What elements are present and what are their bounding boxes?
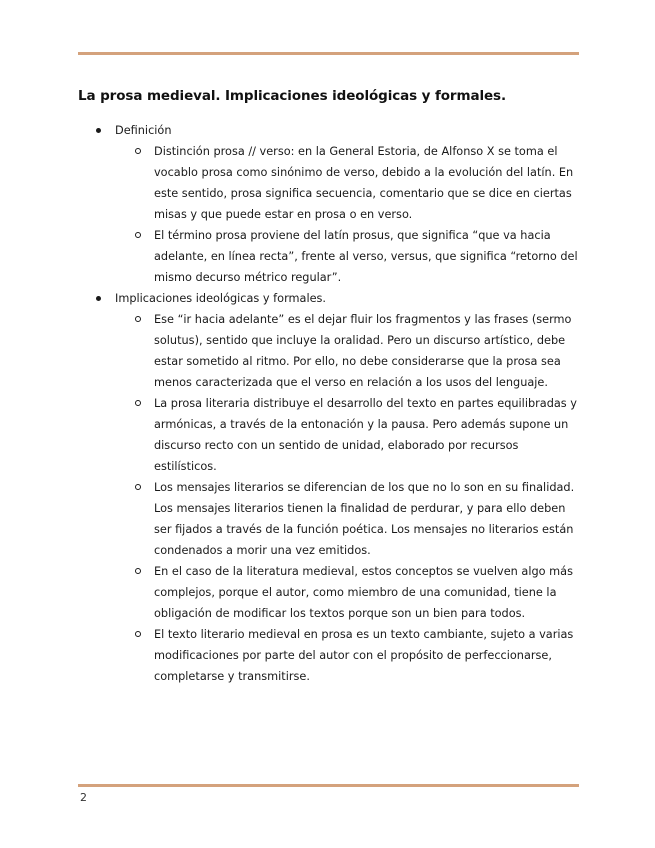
page-number: 2 (80, 791, 87, 804)
section-label: Definición (115, 124, 172, 137)
sublist-implicaciones (115, 309, 579, 687)
filled-bullet-icon (96, 296, 101, 301)
sublist-definicion (115, 141, 579, 288)
list-item-implicaciones (78, 288, 579, 687)
hollow-bullet-icon (135, 484, 141, 490)
hollow-bullet-icon (135, 148, 141, 154)
list-item-text: En el caso de la literatura medieval, estos conceptos se vuelven algo más complejos, porque el autor, como miembro de una comunidad, tiene la obligación de modificar los textos porque son un bien para todos. (154, 565, 573, 620)
list-item-text: El término prosa proviene del latín prosus, que significa “que va hacia adelante, en línea recta”, frente al verso, versus, que significa “retorno del mismo decurso métrico regular”. (154, 229, 578, 284)
list-item (78, 561, 579, 624)
list-item-text: La prosa literaria distribuye el desarrollo del texto en partes equilibradas y armónicas, a través de la entonación y la pausa. Pero además supone un discurso recto con un sentido de unidad, elaborado por recursos estilísticos. (154, 397, 577, 473)
hollow-bullet-icon (135, 400, 141, 406)
list-item (78, 309, 579, 393)
hollow-bullet-icon (135, 631, 141, 637)
section-label: Implicaciones ideológicas y formales. (115, 292, 327, 305)
hollow-bullet-icon (135, 316, 141, 322)
list-item-text: El texto literario medieval en prosa es un texto cambiante, sujeto a varias modificaciones por parte del autor con el propósito de perfeccionarse, completarse y transmitirse. (154, 628, 574, 683)
list-item (78, 393, 579, 477)
list-item-text: Ese “ir hacia adelante” es el dejar fluir los fragmentos y las frases (sermo solutus), sentido que incluye la oralidad. Pero un discurso artístico, debe estar sometido al ritmo. Por ello, no debe considerarse que la prosa sea menos caracterizada que el verso en relación a los usos del lenguaje. (154, 313, 572, 389)
hollow-bullet-icon (135, 232, 141, 238)
list-item (78, 225, 579, 288)
list-item (78, 477, 579, 561)
list-item-definicion (78, 120, 579, 288)
outline-list (78, 120, 579, 687)
header-rule (78, 52, 579, 55)
filled-bullet-icon (96, 128, 101, 133)
list-item-text: Los mensajes literarios se diferencian de los que no lo son en su finalidad. Los mensajes literarios tienen la finalidad de perdurar, y para ello deben ser fijados a través de la función poética. Los mensajes no literarios están condenados a morir una vez emitidos. (154, 481, 575, 557)
footer-rule (78, 784, 579, 787)
list-item-text: Distinción prosa // verso: en la General Estoria, de Alfonso X se toma el vocablo prosa como sinónimo de verso, debido a la evolución del latín. En este sentido, prosa significa secuencia, comentario que se dice en ciertas misas y que puede estar en prosa o en verso. (154, 145, 574, 221)
list-item (78, 624, 579, 687)
page-heading: La prosa medieval. Implicaciones ideológicas y formales. (78, 88, 507, 104)
list-item (78, 141, 579, 225)
hollow-bullet-icon (135, 568, 141, 574)
